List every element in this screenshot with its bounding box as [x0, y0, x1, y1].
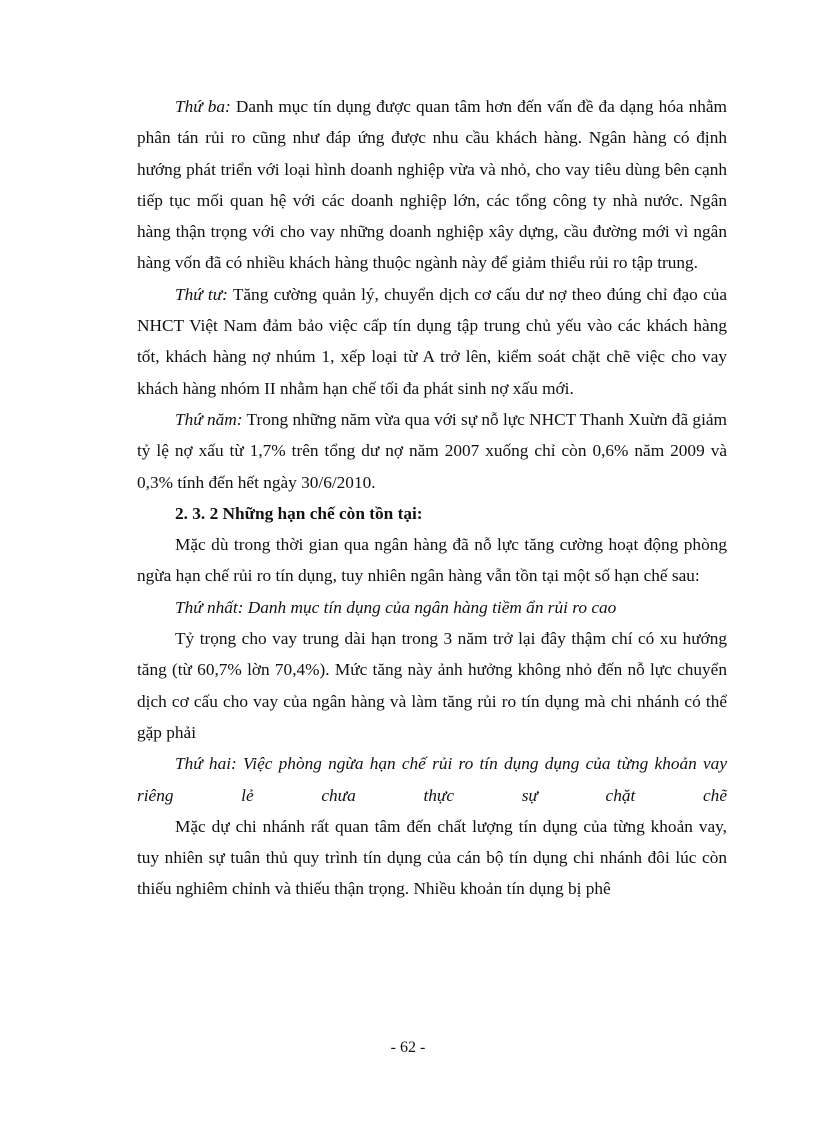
paragraph-thu-nam: [137, 404, 727, 498]
paragraph-thu-ba: [137, 91, 727, 279]
paragraph-lead: Thứ ba:: [175, 97, 231, 116]
paragraph-thu-tu: [137, 279, 727, 404]
paragraph-ty-trong: Tỷ trọng cho vay trung dài hạn trong 3 năm trở lại đây thậm chí có xu hướng tăng (từ 60,7% lờn 70,4%). Mức tăng này ảnh hưởng không nhỏ đến nỗ lực chuyển dịch cơ cấu cho vay của ngân hàng và làm tăng rủi ro tín dụng mà chi nhánh có thể gặp phải: [137, 629, 727, 742]
paragraph-lead: Thứ tư:: [175, 284, 228, 304]
page-number: - 62 -: [390, 1039, 426, 1056]
paragraph-lead: Thứ năm:: [175, 409, 243, 429]
paragraph-text: Danh mục tín dụng được quan tâm hơn đến vấn đề đa dạng hóa nhằm phân tán rủi ro cũng như đáp ứng được nhu cầu khách hàng. Ngân hàng có định hướng phát triển với loại hình doanh nghiệp vừa và nhỏ, cho vay tiêu dùng bên cạnh tiếp tục mối quan hệ với các doanh nghiệp lớn, các tổng công ty nhà nước. Ngân hàng thận trọng với cho vay những doanh nghiệp xây dựng, cầu đường mới vì ngân hàng vốn đã có nhiều khách hàng thuộc ngành này để giảm thiểu rủi ro tập trung.: [137, 97, 727, 273]
document-body: [137, 91, 727, 905]
paragraph-mac-du: Mặc dự chi nhánh rất quan tâm đến chất lượng tín dụng của từng khoản vay, tuy nhiên sự tuân thủ quy trình tín dụng của cán bộ tín dụng chi nhánh đôi lúc còn thiếu nghiêm chỉnh và thiếu thận trọng. Nhiều khoản tín dụng bị phê: [137, 816, 727, 899]
section-heading: 2. 3. 2 Những hạn chế còn tồn tại:: [175, 503, 423, 523]
subheading-thu-nhat: Thứ nhất: Danh mục tín dụng của ngân hàng tiềm ẩn rủi ro cao: [175, 597, 617, 617]
paragraph-intro-limitations: Mặc dù trong thời gian qua ngân hàng đã nỗ lực tăng cường hoạt động phòng ngừa hạn chế rủi ro tín dụng, tuy nhiên ngân hàng vẫn tồn tại một số hạn chế sau:: [137, 535, 727, 586]
paragraph-text: Trong những năm vừa qua với sự nỗ lực NHCT Thanh Xuừn đã giảm tỷ lệ nợ xấu từ 1,7% trên tổng dư nợ năm 2007 xuống chỉ còn 0,6% năm 2009 và 0,3% tính đến hết ngày 30/6/2010.: [137, 409, 727, 492]
paragraph-text: Tăng cường quản lý, chuyển dịch cơ cấu dư nợ theo đúng chỉ đạo của NHCT Việt Nam đảm bảo việc cấp tín dụng tập trung chủ yếu vào các khách hàng tốt, khách hàng nợ nhúm 1, xếp loại từ A trở lên, kiểm soát chặt chẽ việc cho vay khách hàng nhóm II nhằm hạn chế tối đa phát sinh nợ xấu mới.: [137, 284, 728, 398]
subheading-thu-hai: Thứ hai: Việc phòng ngừa hạn chế rủi ro tín dụng dụng của từng khoản vay riêng lẻ chưa thực sự chặt chẽ: [137, 754, 727, 805]
